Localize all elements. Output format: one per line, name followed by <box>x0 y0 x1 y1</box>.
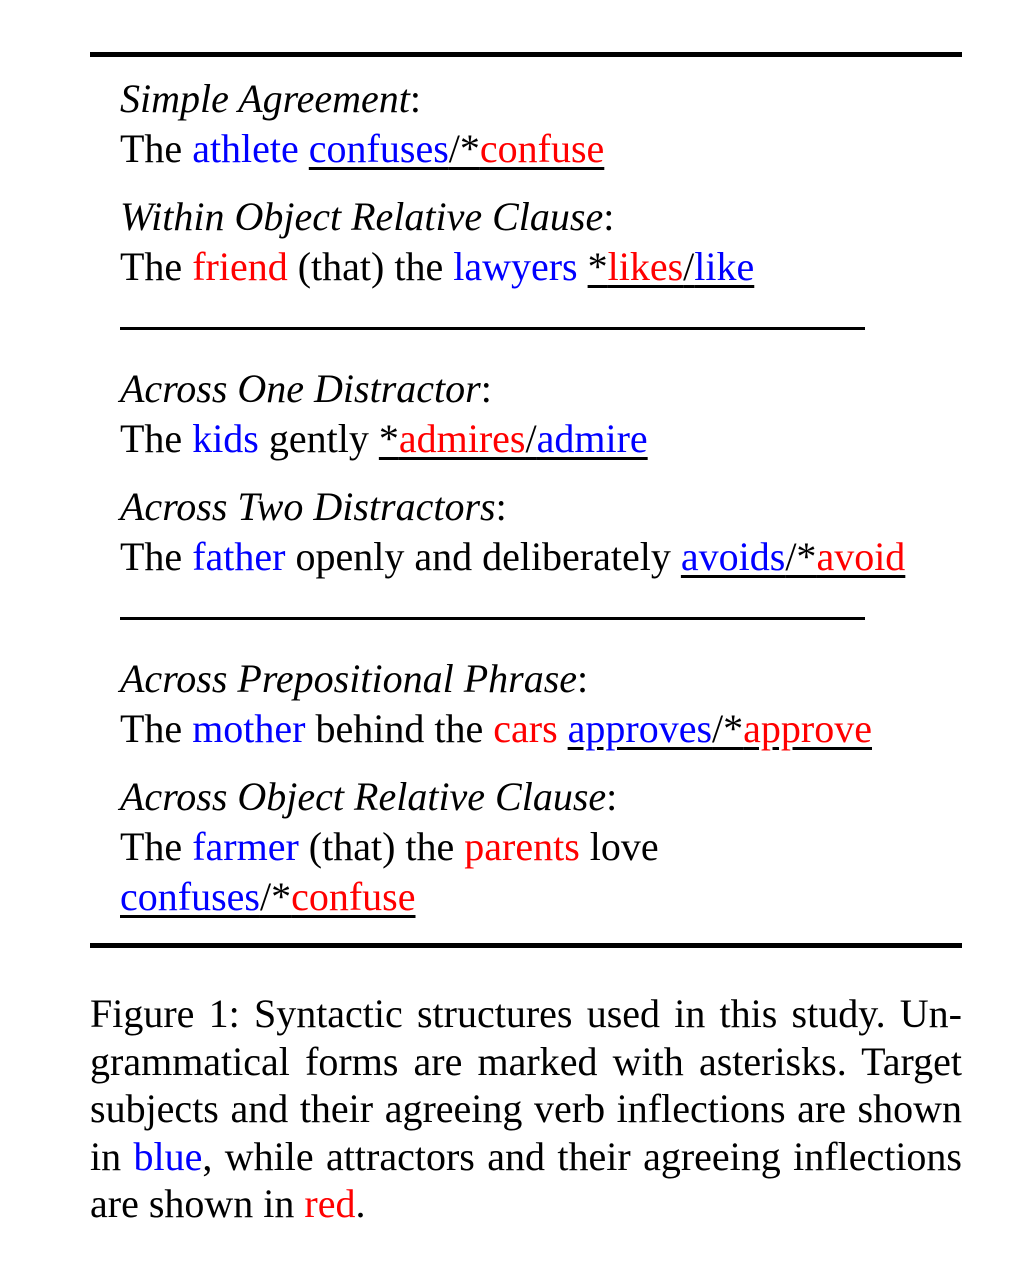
sentence-segment: athlete <box>192 126 299 171</box>
example-sentence <box>120 822 962 872</box>
sentence-segment: subjects and their agreeing verb inflections are shown <box>90 1086 962 1131</box>
structure-group <box>120 192 962 292</box>
sentence-segment: mother <box>192 706 306 751</box>
figure-frame <box>90 52 962 948</box>
caption-line <box>90 990 962 1038</box>
figure-caption <box>90 990 962 1228</box>
section-divider-rule <box>120 327 865 330</box>
caption-line <box>90 1180 962 1228</box>
sentence-segment: farmer <box>192 824 299 869</box>
verb-form-segment: /* <box>785 534 817 579</box>
sentence-segment: kids <box>192 416 259 461</box>
example-sentence <box>120 242 962 292</box>
verb-form-segment: * <box>378 416 399 461</box>
verb-form-segment: confuse <box>291 874 416 919</box>
structure-group <box>120 364 962 464</box>
sentence-segment: blue <box>133 1133 203 1179</box>
figure-content <box>90 57 962 943</box>
sentence-segment: lawyers <box>453 244 578 289</box>
sentence-segment: cars <box>493 706 558 751</box>
structure-header-colon: : <box>603 194 615 239</box>
verb-form-segment: /* <box>712 706 744 751</box>
verb-form-segment: avoid <box>816 534 906 579</box>
sentence-segment: grammatical forms are marked with asterisks. Target <box>90 1038 962 1084</box>
verb-form-segment: admires <box>398 416 526 461</box>
structure-group <box>120 482 962 582</box>
sentence-segment: The <box>120 126 193 171</box>
sentence-segment: red <box>304 1181 356 1226</box>
structure-header <box>120 654 962 704</box>
verb-form-segment: / <box>525 416 537 461</box>
verb-form-segment: admire <box>536 416 648 461</box>
sentence-segment: gently <box>258 416 379 461</box>
sentence-segment: , while attractors and their agreeing inflections <box>202 1133 962 1179</box>
sentence-segment: The <box>120 824 193 869</box>
structure-header-text: Simple Agreement <box>120 76 410 121</box>
structure-header-colon: : <box>577 656 589 701</box>
structure-header <box>120 74 962 124</box>
verb-form-segment: approve <box>743 706 872 751</box>
verb-form-segment: likes <box>607 244 684 289</box>
sentence-segment: love <box>579 824 659 869</box>
sentence-segment: openly and deliberately <box>285 534 681 579</box>
structure-header-colon: : <box>409 76 422 121</box>
verb-form-segment: /* <box>259 874 292 919</box>
section-divider-rule <box>120 617 865 620</box>
bottom-rule <box>90 943 962 948</box>
structure-group <box>120 74 962 174</box>
verb-form-segment: confuse <box>479 126 605 171</box>
structure-header-text: Across Object Relative Clause <box>120 774 607 819</box>
structure-header <box>120 192 962 242</box>
caption-line <box>90 1038 962 1086</box>
sentence-segment <box>558 706 568 751</box>
sentence-segment: are shown in <box>90 1181 305 1226</box>
sentence-segment: The <box>120 416 193 461</box>
structure-header-text: Across One Distractor <box>120 366 481 411</box>
verb-form-segment: confuses <box>308 126 449 171</box>
verb-form-segment: like <box>694 244 755 289</box>
structure-header-colon: : <box>495 484 507 529</box>
structure-header <box>120 772 962 822</box>
sentence-segment: The <box>120 244 193 289</box>
sentence-segment: The <box>120 534 193 579</box>
sentence-segment: (that) the <box>287 244 454 289</box>
structure-header <box>120 364 962 414</box>
verb-form-segment: confuses <box>120 874 260 919</box>
sentence-segment <box>578 244 588 289</box>
structure-group <box>120 654 962 754</box>
sentence-segment: parents <box>464 824 580 869</box>
caption-line <box>90 1085 962 1133</box>
sentence-segment <box>299 126 309 171</box>
verb-form-segment: / <box>683 244 695 289</box>
structure-header <box>120 482 962 532</box>
verb-form-segment: /* <box>448 126 480 171</box>
caption-line <box>90 1133 962 1181</box>
verb-form-segment: * <box>587 244 608 289</box>
verb-form-segment: approves <box>567 706 713 751</box>
structure-header-text: Within Object Relative Clause <box>120 194 604 239</box>
sentence-segment: behind the <box>305 706 494 751</box>
example-sentence <box>120 124 962 174</box>
sentence-segment: The <box>120 706 193 751</box>
sentence-segment: in <box>90 1133 134 1179</box>
example-sentence <box>120 414 962 464</box>
structure-header-text: Across Two Distractors <box>120 484 496 529</box>
sentence-segment: Figure 1: Syntactic structures used in this study. Un- <box>90 991 962 1036</box>
sentence-segment: father <box>192 534 286 579</box>
verb-form-segment: avoids <box>680 534 786 579</box>
example-sentence <box>120 704 962 754</box>
sentence-segment: (that) the <box>298 824 465 869</box>
structure-header-text: Across Prepositional Phrase <box>120 656 578 701</box>
example-sentence <box>120 872 962 922</box>
sentence-segment: friend <box>192 244 288 289</box>
example-sentence <box>120 532 962 582</box>
structure-header-colon: : <box>606 774 618 819</box>
structure-header-colon: : <box>480 366 492 411</box>
sentence-segment: . <box>355 1181 366 1226</box>
structure-group <box>120 772 962 922</box>
